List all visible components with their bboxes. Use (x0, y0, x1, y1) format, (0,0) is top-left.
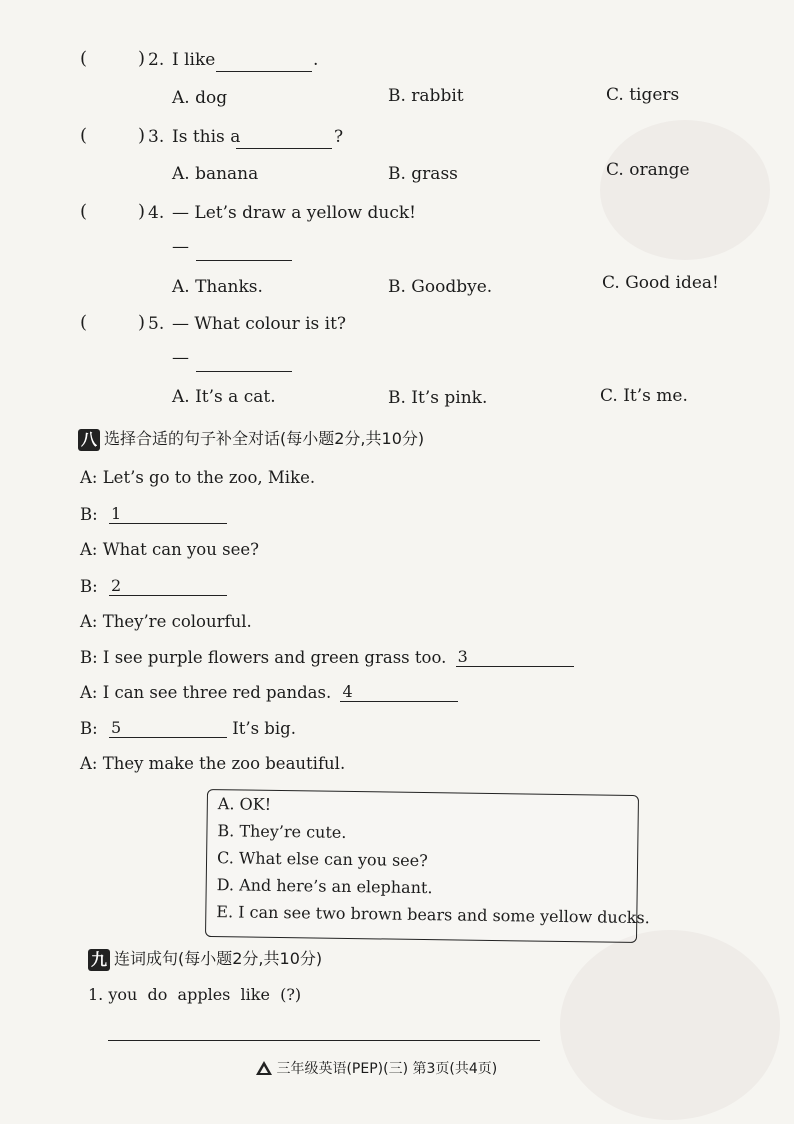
blank-number: 1 (110, 504, 122, 523)
reply-dash: — (172, 348, 189, 368)
option-a: A. Thanks. (172, 277, 263, 297)
question-number: 4. (148, 203, 165, 223)
option-item: A. OK! (217, 794, 272, 814)
publisher-logo-icon (256, 1061, 272, 1075)
option-item: C. What else can you see? (216, 848, 428, 871)
option-a: A. banana (172, 164, 259, 184)
dialogue-line (80, 577, 227, 596)
question-stem: — Let’s draw a yellow duck! (172, 203, 416, 223)
option-item: B. They’re cute. (217, 821, 347, 842)
answer-paren-open: ( (80, 125, 88, 146)
option-item: E. I can see two brown bears and some yellow ducks. (216, 902, 650, 928)
option-b: B. rabbit (388, 86, 464, 106)
section-8-header (78, 426, 424, 451)
blank-number: 4 (342, 682, 353, 701)
section-title: 连词成句(每小题2分,共10分) (114, 949, 323, 968)
dialogue-blank-2[interactable] (109, 577, 227, 596)
page-footer (256, 1058, 497, 1078)
question-stem: — What colour is it? (172, 314, 347, 334)
option-a: A. dog (172, 88, 228, 108)
option-item: D. And here’s an elephant. (216, 875, 433, 898)
speaker-label: B: (80, 719, 98, 738)
blank-number: 5 (110, 718, 122, 737)
dialogue-line: A: What can you see? (80, 540, 259, 559)
word-order-question-1: 1. you do apples like (?) (88, 985, 302, 1004)
question-end: . (313, 50, 319, 70)
answer-paren-close: ) (138, 312, 146, 333)
dialogue-blank-4[interactable] (340, 683, 458, 702)
section-badge: 八 (78, 429, 100, 451)
dialogue-line: A: They’re colourful. (80, 612, 252, 631)
question-number: 3. (148, 127, 165, 147)
option-b: B. grass (388, 164, 458, 184)
option-c: C. tigers (606, 85, 680, 105)
dialogue-line: A: They make the zoo beautiful. (80, 754, 346, 773)
dialogue-line (80, 683, 458, 702)
dialogue-text: A: I can see three red pandas. (80, 683, 332, 702)
answer-blank[interactable] (216, 53, 312, 72)
dialogue-line: A: Let’s go to the zoo, Mike. (80, 468, 316, 487)
dialogue-line (80, 505, 227, 524)
speaker-label: B: (80, 505, 98, 524)
answer-blank[interactable] (196, 242, 292, 261)
option-c: C. It’s me. (600, 386, 688, 406)
paper-smudge (600, 120, 770, 260)
speaker-label: B: (80, 577, 98, 596)
option-c: C. Good idea! (602, 273, 719, 293)
reply-dash: — (172, 237, 189, 257)
option-a: A. It’s a cat. (172, 387, 276, 407)
question-number: 5. (148, 314, 165, 334)
answer-paren-close: ) (138, 48, 146, 69)
dialogue-text: B: I see purple flowers and green grass too. (80, 648, 447, 667)
dialogue-blank-3[interactable] (456, 648, 574, 667)
dialogue-blank-5[interactable] (109, 719, 227, 738)
question-number: 2. (148, 50, 165, 70)
question-end: ? (334, 127, 344, 147)
option-b: B. It’s pink. (388, 388, 488, 408)
dialogue-line (80, 719, 296, 738)
answer-blank[interactable] (196, 353, 292, 372)
answer-line[interactable] (108, 1040, 540, 1041)
paper-smudge (560, 930, 780, 1120)
section-title: 选择合适的句子补全对话(每小题2分,共10分) (104, 429, 425, 448)
option-c: C. orange (606, 160, 690, 180)
answer-paren-open: ( (80, 48, 88, 69)
answer-blank[interactable] (236, 130, 332, 149)
options-box (205, 789, 650, 943)
question-stem: Is this a (172, 127, 241, 147)
blank-number: 2 (110, 576, 122, 595)
blank-number: 3 (457, 647, 468, 666)
answer-paren-close: ) (138, 125, 146, 146)
section-9-header (88, 946, 322, 971)
section-badge: 九 (88, 949, 110, 971)
answer-paren-open: ( (80, 201, 88, 222)
answer-paren-open: ( (80, 312, 88, 333)
answer-paren-close: ) (138, 201, 146, 222)
option-b: B. Goodbye. (388, 277, 493, 297)
footer-text: 三年级英语(PEP)(三) 第3页(共4页) (276, 1061, 498, 1077)
question-stem: I like (172, 50, 216, 70)
dialogue-line (80, 648, 574, 667)
dialogue-blank-1[interactable] (109, 505, 227, 524)
dialogue-text: It’s big. (232, 719, 296, 738)
